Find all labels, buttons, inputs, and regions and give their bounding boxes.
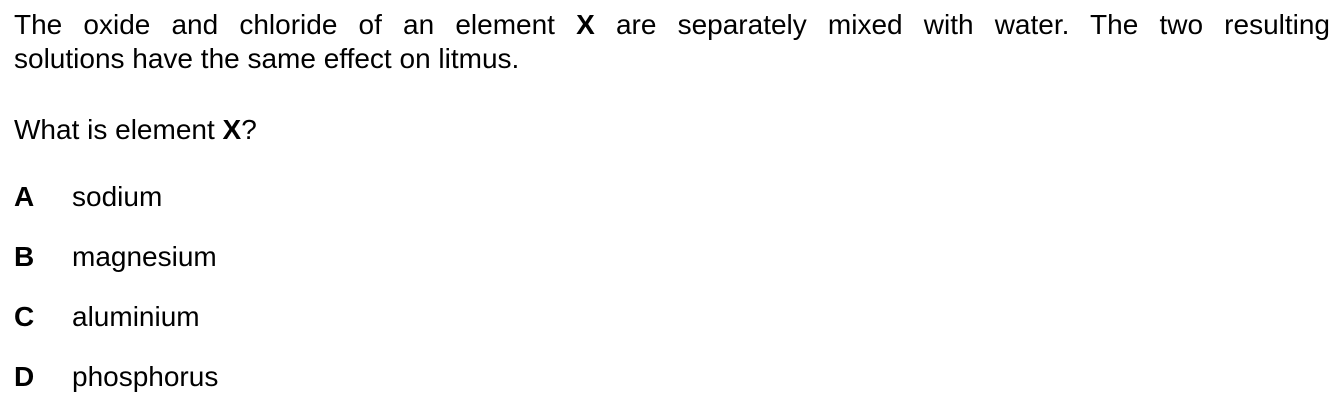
option-text: phosphorus — [72, 361, 219, 392]
option-text: sodium — [72, 181, 163, 212]
option-text: aluminium — [72, 301, 200, 332]
option-letter: B — [14, 241, 35, 272]
question-stem — [14, 8, 1330, 76]
option-text: magnesium — [72, 241, 217, 272]
prompt-question-mark: ? — [241, 114, 257, 145]
option-letter: D — [14, 361, 35, 392]
stem-text-part-1: The oxide and chloride of an element — [14, 9, 555, 40]
option-b[interactable] — [14, 240, 217, 274]
stem-text-part-2: are separately mixed with water. The two resulting — [615, 9, 1331, 40]
option-d[interactable] — [14, 360, 218, 394]
prompt-element-symbol: X — [222, 114, 242, 145]
option-c[interactable] — [14, 300, 200, 334]
option-letter: A — [14, 181, 35, 212]
element-symbol: X — [576, 9, 595, 40]
option-a[interactable] — [14, 180, 162, 214]
question-prompt — [14, 113, 257, 147]
stem-line-2: solutions have the same effect on litmus. — [14, 43, 520, 74]
prompt-text: What is element — [14, 114, 215, 145]
option-letter: C — [14, 301, 35, 332]
stem-line-1 — [14, 8, 1330, 42]
